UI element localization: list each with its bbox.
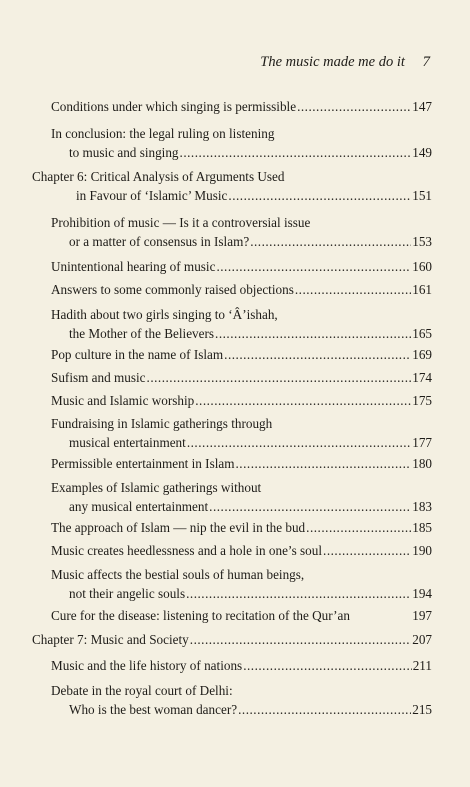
toc-section-entry xyxy=(51,607,432,626)
dot-leader xyxy=(180,144,412,163)
toc-page-number: 185 xyxy=(412,520,432,535)
toc-section-entry xyxy=(51,657,432,676)
toc-page-number: 165 xyxy=(412,325,432,341)
toc-entry-text: any musical entertainment xyxy=(69,498,209,514)
toc-section-entry xyxy=(51,392,432,411)
toc-entry-text: Debate in the royal court of Delhi: xyxy=(51,683,233,698)
toc-entry-text: Examples of Islamic gatherings without xyxy=(51,480,262,495)
toc-page-number: 151 xyxy=(412,187,432,203)
toc-page-number: 147 xyxy=(412,99,432,114)
toc-page-number: 174 xyxy=(412,370,432,385)
toc-entry-text: Chapter 6: Critical Analysis of Arguments Used xyxy=(32,169,285,184)
toc-entry-text: Music and the life history of nations xyxy=(51,658,243,673)
toc-page-number: 183 xyxy=(412,498,432,514)
toc-page-number: 149 xyxy=(412,144,432,160)
toc-entry-text: Pop culture in the name of Islam xyxy=(51,347,224,362)
dot-leader xyxy=(209,498,411,517)
toc-entry-text: Answers to some commonly raised objections xyxy=(51,282,294,297)
toc-section-entry xyxy=(51,369,432,388)
toc-entry-text: Chapter 7: Music and Society xyxy=(32,632,189,647)
dot-leader xyxy=(306,519,411,538)
toc-section-entry xyxy=(51,346,432,365)
toc-chapter-entry xyxy=(32,631,432,650)
toc-page-number: 207 xyxy=(412,632,432,647)
toc-page-number: 180 xyxy=(412,456,432,471)
toc-page-number: 177 xyxy=(412,434,432,450)
toc-section-entry xyxy=(51,258,432,277)
toc-section-entry xyxy=(51,566,432,603)
toc-page-number: 175 xyxy=(412,393,432,408)
toc-section-entry xyxy=(51,455,432,474)
toc-page-number: 194 xyxy=(412,585,432,601)
dot-leader xyxy=(147,369,412,388)
toc-section-entry xyxy=(51,98,432,117)
toc-page-number: 197 xyxy=(412,608,432,623)
toc-entry-text: Prohibition of music — Is it a controversial issue xyxy=(51,215,311,230)
dot-leader xyxy=(215,325,411,344)
toc-chapter-entry xyxy=(32,168,432,205)
toc-entry-text: or a matter of consensus in Islam? xyxy=(69,233,250,249)
toc-page-number: 190 xyxy=(412,543,432,558)
dot-leader xyxy=(295,281,411,300)
dot-leader xyxy=(238,701,411,720)
dot-leader xyxy=(186,585,411,604)
toc-entry-text: Hadith about two girls singing to ‘Â’ishah, xyxy=(51,307,278,322)
dot-leader xyxy=(297,98,411,117)
toc-entry-text: Fundraising in Islamic gatherings through xyxy=(51,416,273,431)
running-title: The music made me do it xyxy=(260,54,405,70)
dot-leader xyxy=(243,657,412,676)
toc-entry-text: Cure for the disease: listening to recitation of the Qur’an xyxy=(51,608,350,623)
toc-entry-text: Conditions under which singing is permissible xyxy=(51,99,297,114)
dot-leader xyxy=(190,631,411,650)
toc-entry-text: The approach of Islam — nip the evil in the bud xyxy=(51,520,306,535)
dot-leader xyxy=(228,187,411,206)
toc-section-entry xyxy=(51,415,432,452)
toc-entry-text: Music affects the bestial souls of human beings, xyxy=(51,567,305,582)
toc-section-entry xyxy=(51,281,432,300)
toc-entry-text: Sufism and music xyxy=(51,370,146,385)
dot-leader xyxy=(224,346,411,365)
toc-entry-text: In conclusion: the legal ruling on listening xyxy=(51,126,275,141)
toc-page-number: 153 xyxy=(412,233,432,249)
toc-section-entry xyxy=(51,542,432,561)
dot-leader xyxy=(216,258,411,277)
toc-entry-text: the Mother of the Believers xyxy=(69,325,215,341)
toc-entry-text: in Favour of ‘Islamic’ Music xyxy=(76,187,228,203)
dot-leader xyxy=(323,542,411,561)
toc-entry-text: not their angelic souls xyxy=(69,585,186,601)
toc-page-number: 161 xyxy=(412,282,432,297)
toc-section-entry xyxy=(51,682,432,719)
toc-page-number: 215 xyxy=(412,701,432,717)
page-number: 7 xyxy=(422,54,430,70)
toc-section-entry xyxy=(51,519,432,538)
toc-entry-text: Who is the best woman dancer? xyxy=(69,701,238,717)
dot-leader xyxy=(250,233,411,252)
toc-entry-text: musical entertainment xyxy=(69,434,186,450)
toc-entry-text: Unintentional hearing of music xyxy=(51,259,216,274)
toc-page-number: 160 xyxy=(412,259,432,274)
toc-page-number: 169 xyxy=(412,347,432,362)
dot-leader xyxy=(236,455,412,474)
toc-page-number: 211 xyxy=(412,658,432,673)
toc-entry-text: Permissible entertainment in Islam xyxy=(51,456,235,471)
toc-section-entry xyxy=(51,214,432,251)
toc-entry-text: Music creates heedlessness and a hole in one’s soul xyxy=(51,543,323,558)
dot-leader xyxy=(195,392,411,411)
toc-section-entry xyxy=(51,306,432,343)
toc-entry-text: Music and Islamic worship xyxy=(51,393,195,408)
toc-section-entry xyxy=(51,125,432,162)
dot-leader xyxy=(187,434,411,453)
toc-entry-text: to music and singing xyxy=(69,144,179,160)
toc-section-entry xyxy=(51,479,432,516)
